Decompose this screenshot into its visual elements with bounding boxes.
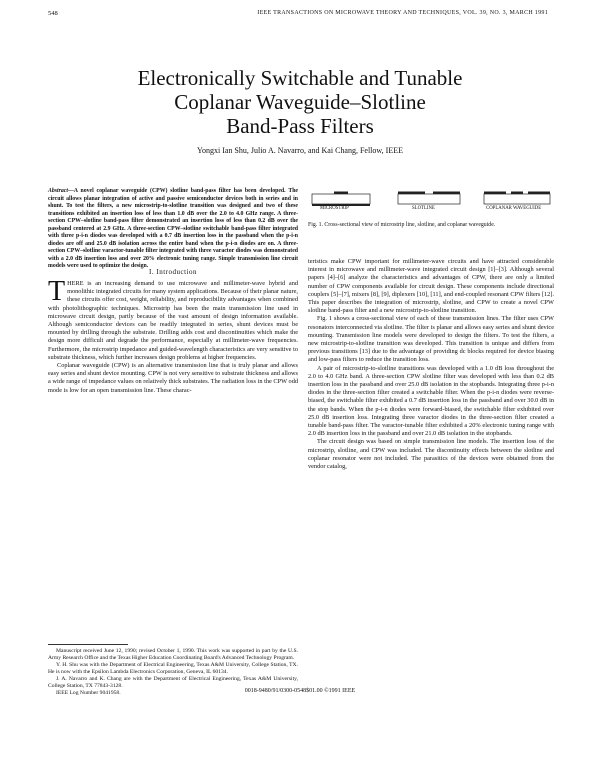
title-line-3: Band-Pass Filters (226, 114, 374, 138)
cpw-diagram (484, 192, 550, 205)
figure-caption: Fig. 1. Cross-sectional view of microstrip line, slotline, and coplanar waveguide. (308, 222, 496, 228)
intro-paragraph-1: HERE is an increasing demand to use microwave and millimeter-wave hybrid and monolithic integrated circuits for many system applications. Because of their planar nature, these circuits offer cost, weight, reliability, and reproducibility advantages when combined with photolithographic techniques. Microstrip has been the main transmission line used in microwave circuit design, partly because of the vast amount of design information available. Although semiconductor devices can be readily integrated in series, shunt devices must be mounted by drilling through the substrate. Drilling adds cost and discontinuities which make the design more difficult and degrade the performance, especially at millimeter-wave frequencies. Furthermore, the microstrip impedance and guided-wavelength characteristics are very sensitive to substrate thickness, which further increases design problems at higher frequencies. (48, 280, 298, 361)
intro-paragraph-2: Coplanar waveguide (CPW) is an alternative transmission line that is truly planar and allows easy series and shunt device mounting. CPW is not very sensitive to substrate thickness and allows a wide range of impedance values on relatively thick substrates. The radiation loss in the CPW odd mode is low for an open transmission line. These charac- (48, 362, 298, 394)
footnote-rule (48, 644, 128, 645)
abstract-text: —A novel coplanar waveguide (CPW) slotline band-pass filter has been developed. The circuit allows planar integration of active and passive semiconductor devices both in series and in shunt. To test the filters, a new microstrip-to-slotline transition was designed and two of these transitions exhibited an insertion loss of less than 1.0 dB over the 2.0 to 4.0 GHz range. A three-section CPW–slotline band-pass filter demonstrated an insertion loss of less than 0.2 dB over the passband centered at 2.9 GHz. A three-section CPW–slotline switchable band-pass filter integrated with three p-i-n diodes was developed with a 0.7 dB insertion loss in the passband when the p-i-n diodes are off and 25.0 dB isolation across the entire band when the p-i-n diodes are on. A three-section CPW–slotline varactor-tunable filter integrated with three varactor diodes was demonstrated with a 2.0 dB insertion loss and over 20% electronic tuning range. Simple transmission line circuit models were used to optimize the design. (48, 188, 298, 269)
footnote-1: Manuscript received June 12, 1990; revised October 1, 1990. This work was supported in part by the U.S. Army Research Office and the Texas Higher Education Coordinating Board's Advanced Technology Program. (48, 648, 298, 661)
abstract-lead: Abstract (48, 188, 68, 194)
page-number: 548 (48, 10, 58, 17)
slotline-diagram (398, 192, 460, 205)
authors: Yongxi Ian Shu, Julio A. Navarro, and Kai Chang, Fellow, IEEE (197, 146, 403, 155)
label-microstrip: MICROSTRIP (320, 206, 349, 211)
right-paragraph-2: Fig. 1 shows a cross-sectional view of each of these transmission lines. The filter uses CPW resonators interconnected via slotline. The filter is planar and allows easy series and shunt device mounting. Transmission line models were developed to design the filters. To test the filters, a new microstrip-to-slotline transition was developed. This transition is unique and differs from previous transitions [13] due to the advantage of providing dc blocks required for device biasing and low-pass filters to reduce the transition loss. (308, 315, 554, 364)
right-column-text (308, 258, 554, 471)
label-slotline: SLOTLINE (412, 206, 435, 211)
paper-title (0, 66, 600, 138)
right-paragraph-3: A pair of microstrip-to-slotline transitions was developed with a 1.0 dB loss throughout the 2.0 to 4.0 GHz band. A three-section CPW slotline filter was developed with less than 0.2 dB insertion loss in the passband and over 25.0 dB isolation in the stopbands. Integrating three p-i-n diodes in the three-section filter created a switchable filter. When the p-i-n diodes were reverse-biased, the switchable filter exhibited a 0.7 dB insertion loss in the passband and over 30.0 dB in the stop bands. When the p-i-n diodes were forward-biased, the switchable filter exhibited over 25.0 dB insertion loss. Integrating three varactor diodes in the three-section filter created a tunable band-pass filter. The varactor-tunable filter exhibited a 20% electronic tuning range with 2.0 dB insertion loss in the passband and over 21.0 dB isolation in the stopbands. (308, 364, 554, 438)
right-paragraph-4: The circuit design was based on simple transmission line models. The insertion loss of the microstrip, slotline, and CPW was included. The discontinuity effects between the slotline and coplanar resonator were not included. The parasitics of the devices were obtained from the vendor catalog, (308, 438, 554, 471)
title-line-2: Coplanar Waveguide–Slotline (174, 90, 426, 114)
drop-cap: T (48, 276, 66, 307)
journal-header: IEEE TRANSACTIONS ON MICROWAVE THEORY AND TECHNIQUES, VOL. 39, NO. 3, MARCH 1991 (257, 10, 548, 16)
abstract (48, 188, 298, 271)
right-paragraph-1: teristics make CPW important for millimeter-wave circuits and have attracted considerable interest in microwave and millimeter-wave integrated circuit design [1]–[3]. Although several papers [4]–[6] analyze the characteristics and advantages of CPW, there are only a limited number of CPW components available for circuit design. These components include directional couplers [5]–[7], mixers [8], [9], diplexers [10], [11], and end-coupled resonant CPW filters [12]. This paper describes the integration of microstrip, slotline, and CPW to create a novel CPW slotline band-pass filter and a new microstrip-to-slotline transition. (308, 258, 554, 315)
footnote-4: IEEE Log Number 9041958. (56, 690, 121, 696)
introduction (48, 276, 298, 395)
footnote-2: Y. H. Shu was with the Department of Electrical Engineering, Texas A&M University, College Station, TX. He is now with the Epsilon Lambda Electronics Corporation, Geneva, IL 60134. (48, 662, 298, 675)
label-cpw: COPLANAR WAVEGUIDE (486, 206, 542, 211)
copyright-footer: 0018-9480/91/0300-0548$01.00 ©1991 IEEE (244, 688, 356, 694)
microstrip-diagram (312, 192, 370, 207)
section-heading: I. Introduction (149, 268, 197, 276)
title-line-1: Electronically Switchable and Tunable (137, 66, 463, 90)
footnote-3: J. A. Navarro and K. Chang are with the Department of Electrical Engineering, Texas A&M University, College Station, TX 77843-3128. (48, 676, 298, 689)
